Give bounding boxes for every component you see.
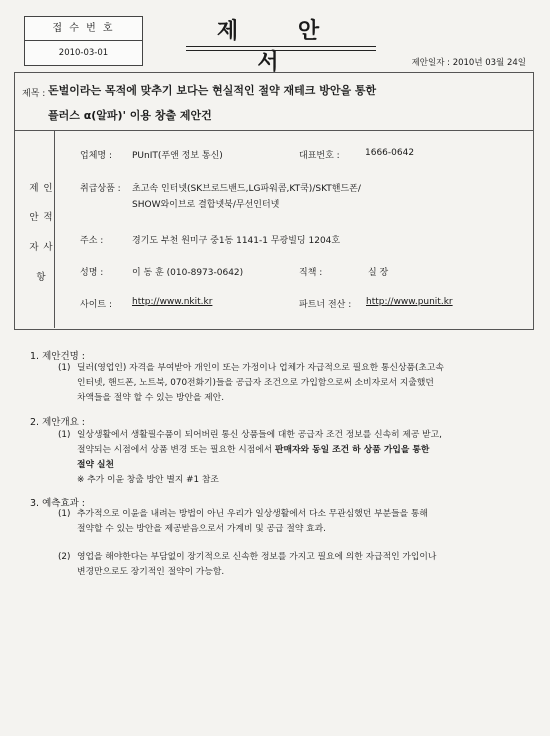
section-2-line-2b: 판매자와 동일 조건 하 상품 가입을 통한 [275, 445, 430, 455]
proposer-label-char: 항 [36, 272, 46, 283]
section-2-line-1: 일상생활에서 생활필수품이 되어버린 통신 상품들에 대한 공급자 조건 정보를 신속히 제공 받고, [77, 430, 442, 440]
products-label: 취급상품 : [80, 184, 121, 194]
subject-label: 제목 : [22, 89, 46, 99]
name-value: 이 동 훈 (010-8973-0642) [132, 268, 244, 278]
section-1-item-num: (1) [58, 363, 71, 373]
section-2-line-2a: 절약되는 시점에서 상품 변경 또는 필요한 시점에서 [77, 445, 276, 455]
proposal-date: 제안일자 : 2010년 03월 24일 [411, 58, 526, 68]
proposer-label-char: 적 [43, 212, 53, 223]
company-value: PUnIT(푸앤 정보 통신) [132, 151, 223, 161]
section-3-item-1-num: (1) [58, 509, 71, 519]
section-3-item-1-line-2: 절약할 수 있는 방안을 제공받음으로서 가계비 및 공급 절약 효과. [77, 524, 326, 534]
company-label: 업체명 : [80, 151, 112, 161]
address-label: 주소 : [80, 236, 104, 246]
section-1-line-1: 딜러(영업인) 자격을 부여받아 개인이 또는 가정이나 업체가 자급적으로 필요한 통신상품(초고속 [77, 363, 444, 373]
products-line-2: SHOW와이브로 결합넷북/무선인터넷 [132, 200, 280, 210]
proposer-label-char: 제 [29, 183, 39, 194]
phone-label: 대표번호 : [299, 151, 340, 161]
products-line-1: 초고속 인터넷(SK브로드밴드,LG파워콤,KT쿡)/SKT핸드폰/ [132, 184, 361, 194]
partner-label: 파트너 전산 : [299, 300, 352, 310]
section-3-title: 3. 예측효과 : [30, 498, 86, 509]
proposer-label-char: 인 [43, 183, 53, 194]
position-label: 직책 : [299, 268, 323, 278]
proposer-label-char: 자 [29, 242, 39, 253]
section-1-title: 1. 제안건명 : [30, 351, 86, 362]
document-title: 제 안 서 [216, 18, 346, 75]
section-2-line-3: 절약 실천 [77, 460, 115, 470]
position-value: 실 장 [368, 268, 389, 278]
partner-link[interactable]: http://www.punit.kr [366, 297, 453, 307]
section-2-title: 2. 제안개요 : [30, 417, 86, 428]
section-1-line-3: 차액들을 절약 할 수 있는 방안을 제안. [77, 393, 225, 403]
registration-number-value: 2010-03-01 [58, 48, 109, 58]
section-2-note: ※ 추가 이윤 창출 방안 별지 #1 참조 [77, 475, 219, 485]
section-3-item-2-line-2: 변경만으로도 장기적인 절약이 가능함. [77, 567, 225, 577]
site-link[interactable]: http://www.nkit.kr [132, 297, 213, 307]
section-3-item-1-line-1: 추가적으로 이윤을 내려는 방법이 아닌 우리가 일상생활에서 다소 무관심했던 부분들을 통해 [77, 509, 428, 519]
section-2-item-num: (1) [58, 430, 71, 440]
section-1-line-2: 인터넷, 핸드폰, 노트북, 070전화기)들을 공급자 조건으로 가입함으로써 소비자로서 지출했던 [77, 378, 434, 388]
subject-line-1: 돈벌이라는 목적에 맞추기 보다는 현실적인 절약 재테크 방안을 통한 [48, 84, 377, 97]
site-label: 사이트 : [80, 300, 112, 310]
proposer-label-char: 안 [29, 212, 39, 223]
phone-value: 1666-0642 [365, 148, 415, 158]
title-underline [186, 46, 376, 47]
section-2-line-2 [77, 443, 429, 458]
section-3-item-2-line-1: 영업을 해야한다는 부담없이 장기적으로 신속한 정보를 가지고 필요에 의한 자급적인 가입이나 [77, 552, 437, 562]
title-underline-2 [186, 50, 376, 51]
proposer-label-column [14, 131, 55, 328]
section-3-item-2-num: (2) [58, 552, 71, 562]
address-value: 경기도 부천 원미구 중1동 1141-1 무광빌딩 1204호 [132, 236, 341, 246]
name-label: 성명 : [80, 268, 104, 278]
subject-line-2: 플러스 α(알파)' 이용 창출 제안건 [48, 109, 212, 122]
registration-number-box [24, 16, 143, 66]
registration-number-label: 접 수 번 호 [25, 17, 142, 41]
proposer-label-char: 사 [43, 242, 53, 253]
